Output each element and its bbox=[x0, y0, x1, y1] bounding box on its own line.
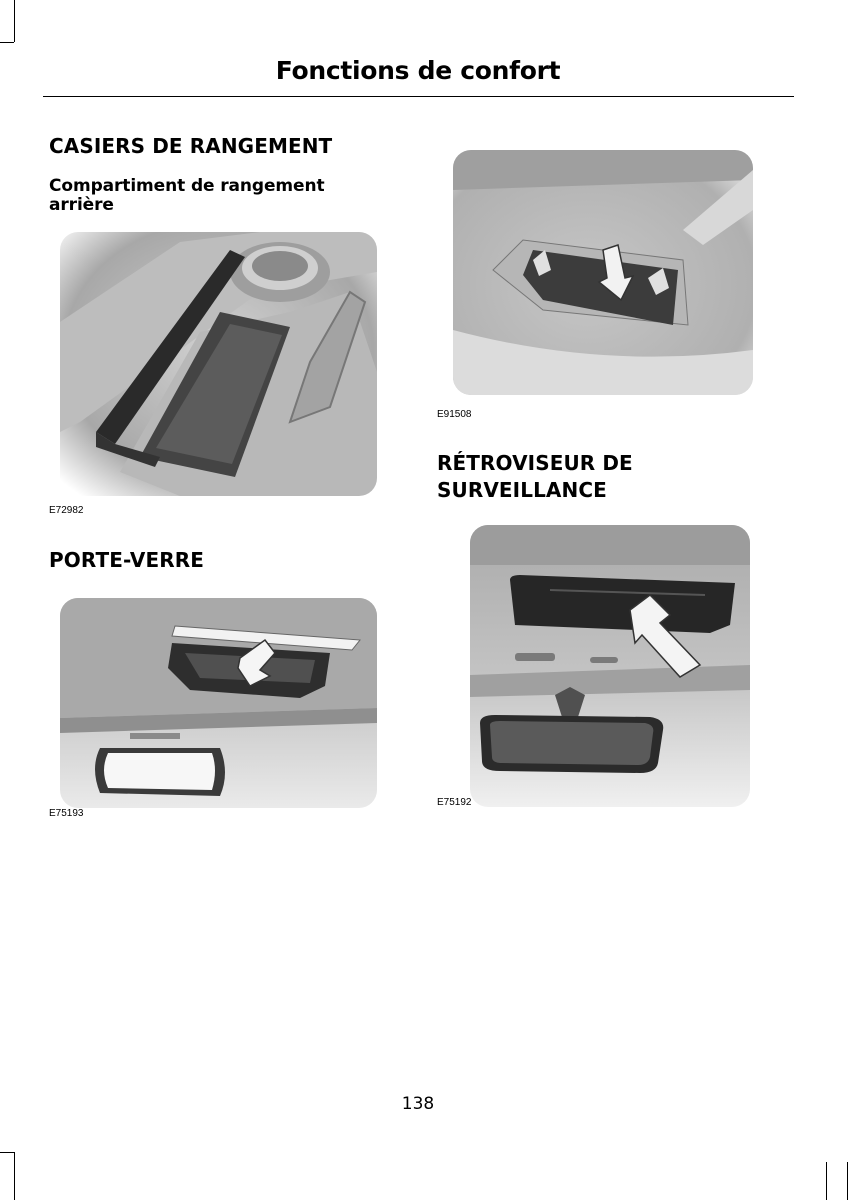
section-title-cupholder: PORTE-VERRE bbox=[49, 548, 205, 572]
figure-conversation-mirror bbox=[470, 525, 750, 807]
crop-mark-bottom-left-v bbox=[14, 1152, 15, 1200]
crop-mark-top-left-v bbox=[14, 0, 15, 42]
section-subtitle-rear-storage: Compartiment de rangement arrière bbox=[49, 176, 325, 215]
figure-code-overhead-storage: E91508 bbox=[437, 409, 472, 420]
figure-code-cupholder: E75193 bbox=[49, 808, 84, 819]
figure-rear-storage bbox=[60, 232, 377, 496]
figure-code-conversation-mirror: E75192 bbox=[437, 797, 472, 808]
figure-cupholder bbox=[60, 598, 377, 808]
section-title-storage: CASIERS DE RANGEMENT bbox=[49, 134, 333, 158]
header-divider bbox=[43, 96, 794, 97]
page-number: 138 bbox=[401, 1094, 435, 1114]
figure-overhead-storage bbox=[453, 150, 753, 395]
page-title: Fonctions de confort bbox=[275, 56, 561, 85]
figure-code-rear-storage: E72982 bbox=[49, 505, 84, 516]
crop-mark-top-left-h bbox=[0, 42, 14, 43]
section-title-mirror: RÉTROVISEUR DE SURVEILLANCE bbox=[437, 451, 633, 502]
crop-mark-bottom-left-h bbox=[0, 1152, 14, 1153]
crop-mark-bottom-right-v2 bbox=[847, 1162, 848, 1200]
crop-mark-bottom-right-v bbox=[826, 1162, 827, 1200]
